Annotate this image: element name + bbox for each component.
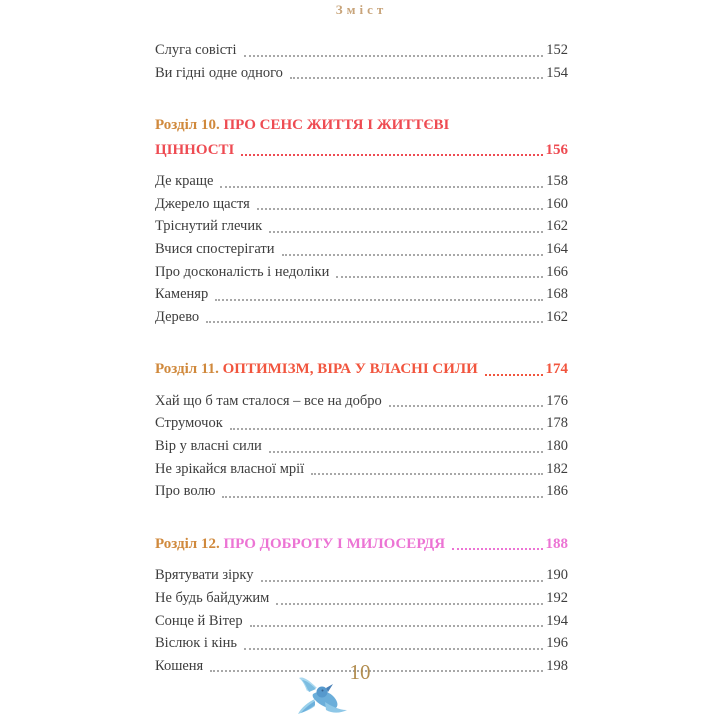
chapter-number: Розділ 12. xyxy=(155,535,224,552)
toc-entry xyxy=(155,39,568,62)
dot-leader xyxy=(206,321,543,323)
dot-leader xyxy=(282,254,544,256)
chapter-title-continued-page: 156 xyxy=(545,141,568,158)
dot-leader xyxy=(244,55,544,57)
toc-entry-label: Де краще xyxy=(155,173,214,190)
toc-entry-page: 180 xyxy=(546,438,568,455)
dot-leader xyxy=(311,473,543,475)
toc-entry xyxy=(155,480,568,503)
dot-leader xyxy=(250,625,544,627)
toc-entry-label: Віслюк і кінь xyxy=(155,635,237,652)
toc-entry-label: Кошеня xyxy=(155,657,204,674)
toc-heading: Зміст xyxy=(335,2,388,17)
toc-entry xyxy=(155,306,568,329)
toc-entry-label: Не зрікайся власної мрії xyxy=(155,460,305,477)
toc-entry-page: 158 xyxy=(546,173,568,190)
dot-leader xyxy=(452,548,542,550)
chapter-title: ПРО СЕНС ЖИТТЯ І ЖИТТЄВІ xyxy=(223,117,450,134)
page-number: 10 xyxy=(349,660,371,684)
toc-entry-label: Ви гідні одне одного xyxy=(155,64,283,81)
toc-entry-page: 194 xyxy=(546,612,568,629)
dot-leader xyxy=(261,580,544,582)
toc-entry-label: Струмочок xyxy=(155,415,223,432)
chapter-page: 188 xyxy=(545,535,568,552)
bird-watercolor-icon xyxy=(295,672,353,719)
dot-leader xyxy=(336,276,543,278)
dot-leader xyxy=(257,208,543,210)
toc-entry xyxy=(155,283,568,306)
toc-entry-page: 186 xyxy=(546,483,568,500)
chapter-header xyxy=(155,357,568,382)
toc-entry-label: Про волю xyxy=(155,483,216,500)
toc-entry xyxy=(155,390,568,413)
toc-entry-label: Слуга совісті xyxy=(155,42,237,58)
dot-leader xyxy=(220,186,543,188)
chapter-number: Розділ 11. xyxy=(155,361,223,378)
chapter-title xyxy=(155,357,478,382)
toc-entry xyxy=(155,238,568,261)
dot-leader xyxy=(215,299,543,301)
toc-entry-label: Сонце й Вітер xyxy=(155,612,243,629)
toc-entry-page: 182 xyxy=(546,460,568,477)
toc-entry-label: Джерело щастя xyxy=(155,195,250,212)
toc-entry xyxy=(155,412,568,435)
toc-entry xyxy=(155,170,568,193)
toc-entry-page: 154 xyxy=(546,64,568,81)
toc-entry-page: 162 xyxy=(546,218,568,235)
toc-entry-page: 178 xyxy=(546,415,568,432)
toc-entry-label: Врятувати зірку xyxy=(155,567,254,584)
chapter-title xyxy=(155,532,445,557)
toc-entry xyxy=(155,62,568,85)
toc-entry-label: Каменяр xyxy=(155,286,209,303)
dot-leader xyxy=(485,374,543,376)
toc-entry xyxy=(155,632,568,655)
chapter-title-text: ПРО ДОБРОТУ І МИЛОСЕРДЯ xyxy=(223,535,446,552)
toc-content xyxy=(155,0,568,677)
toc-entry-page: 164 xyxy=(546,240,568,257)
toc-entry-label: Хай що б там сталося – все на добро xyxy=(155,392,382,409)
toc-entry xyxy=(155,564,568,587)
toc-entry-page: 196 xyxy=(546,635,568,652)
toc-entry xyxy=(155,458,568,481)
chapter-page: 174 xyxy=(545,361,568,378)
chapter-header-line1 xyxy=(155,113,568,138)
chapter-title-row xyxy=(155,532,568,557)
chapter-title-row xyxy=(155,357,568,382)
chapter-header xyxy=(155,532,568,557)
toc-entry-page: 192 xyxy=(546,589,568,606)
dot-leader xyxy=(230,428,544,430)
dot-leader xyxy=(269,231,543,233)
toc-entry xyxy=(155,610,568,633)
toc-entry-page: 190 xyxy=(546,567,568,584)
dot-leader xyxy=(244,648,543,650)
toc-entry-label: Дерево xyxy=(155,308,200,325)
toc-list xyxy=(155,39,568,677)
toc-entry-label: Вчися спостерігати xyxy=(155,240,275,257)
toc-entry-page: 152 xyxy=(546,42,568,58)
chapter-title-continued-label: ЦІННОСТІ xyxy=(155,141,235,158)
dot-leader xyxy=(290,77,543,79)
chapter-header xyxy=(155,113,568,162)
toc-entry-label: Тріснутий глечик xyxy=(155,218,263,235)
dot-leader xyxy=(222,496,543,498)
toc-entry xyxy=(155,435,568,458)
chapter-number: Розділ 10. xyxy=(155,117,224,134)
toc-entry-page: 176 xyxy=(546,392,568,409)
toc-entry-page: 168 xyxy=(546,286,568,303)
toc-entry-page: 198 xyxy=(546,657,568,674)
toc-entry-page: 166 xyxy=(546,263,568,280)
toc-entry-page: 162 xyxy=(546,308,568,325)
toc-entry xyxy=(155,193,568,216)
toc-entry-page: 160 xyxy=(546,195,568,212)
toc-entry-label: Не будь байдужим xyxy=(155,589,270,606)
toc-entry-label: Про досконалість і недоліки xyxy=(155,263,330,280)
chapter-title-continued xyxy=(155,138,568,163)
toc-entry-label: Вір у власні сили xyxy=(155,438,262,455)
dot-leader xyxy=(276,603,543,605)
chapter-title-text: ОПТИМІЗМ, ВІРА У ВЛАСНІ СИЛИ xyxy=(222,361,478,378)
toc-entry xyxy=(155,587,568,610)
toc-entry xyxy=(155,215,568,238)
dot-leader xyxy=(241,154,542,156)
toc-entry xyxy=(155,261,568,284)
dot-leader xyxy=(389,405,543,407)
dot-leader xyxy=(269,451,543,453)
